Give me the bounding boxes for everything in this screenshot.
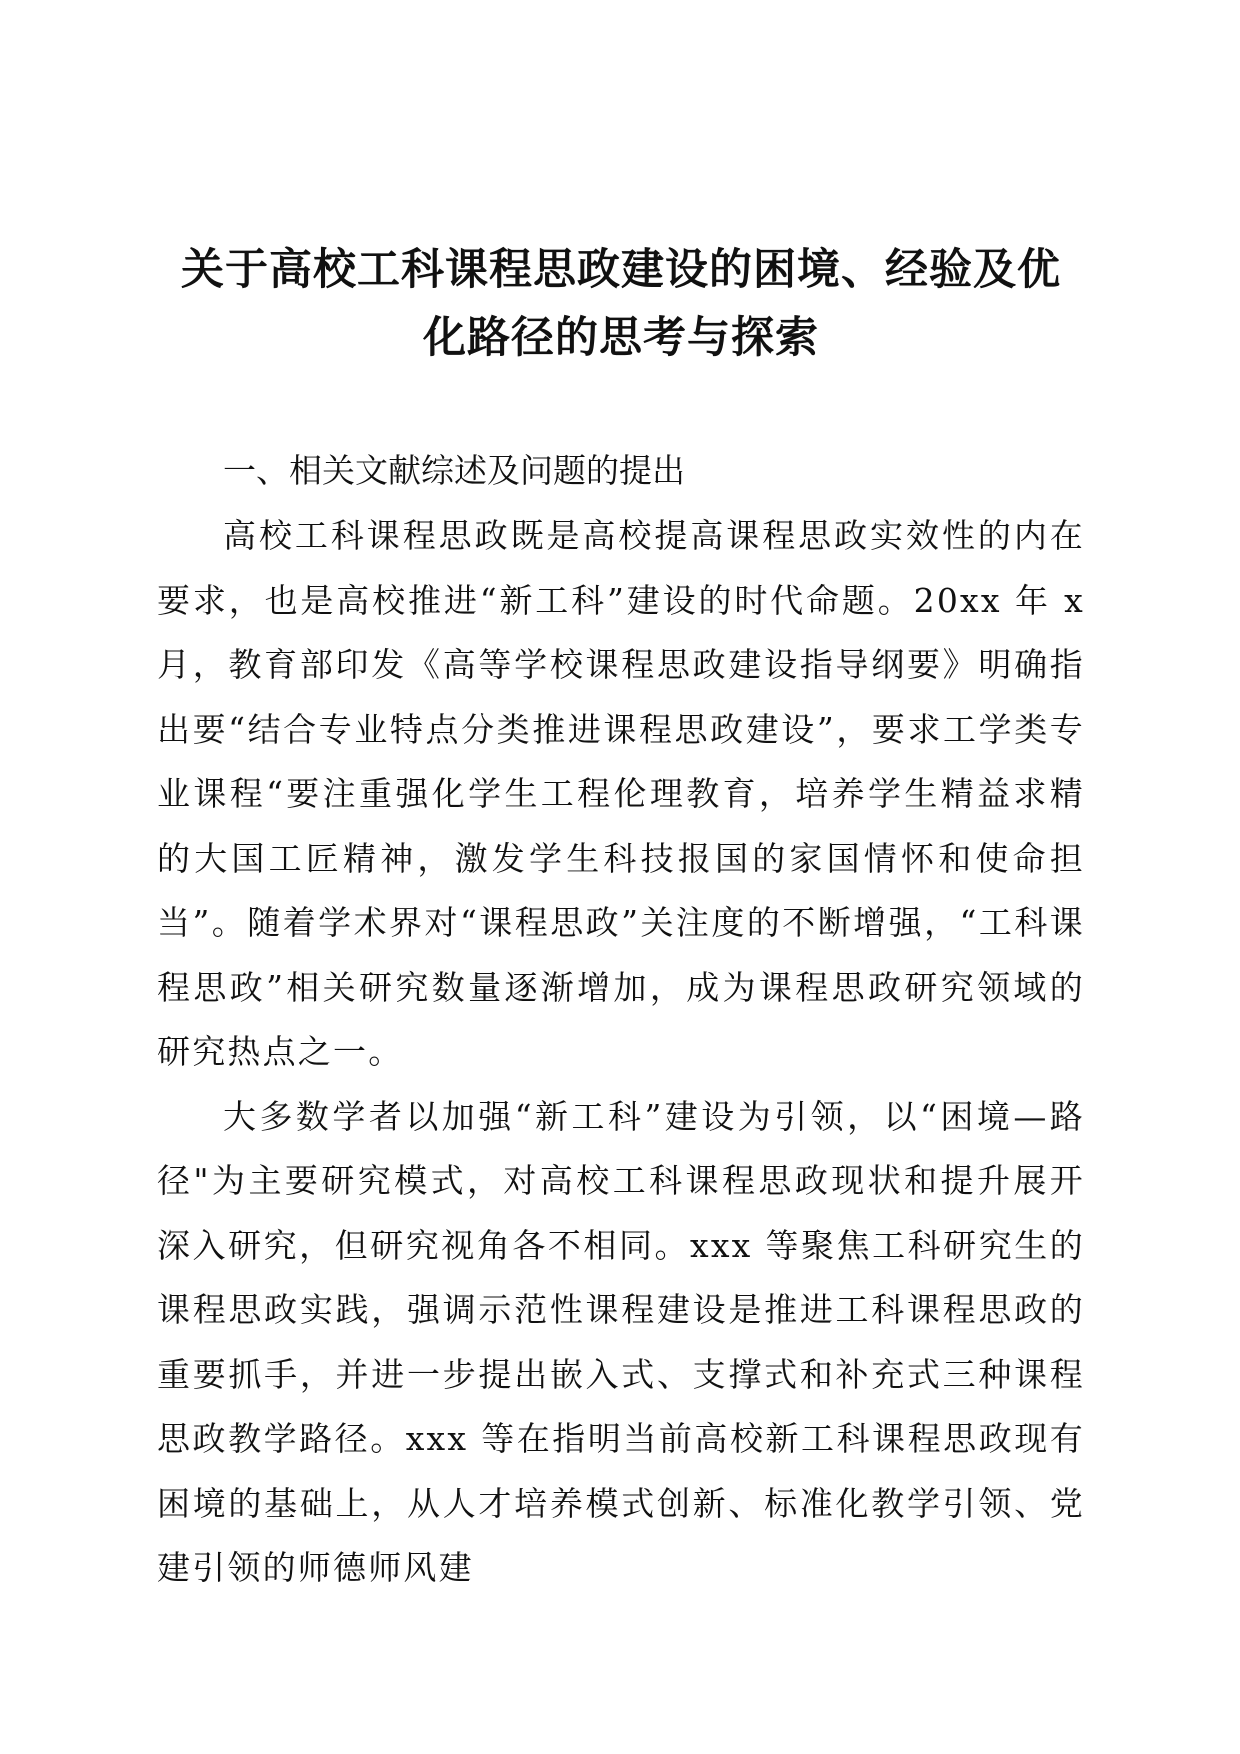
document-title [157,236,1085,372]
section-heading: 一、相关文献综述及问题的提出 [223,451,685,490]
body-paragraph-2: 大多数学者以加强“新工科”建设为引领，以“困境—路径"为主要研究模式，对高校工科课程思政现状和提升展开深入研究，但研究视角各不相同。xxx 等聚焦工科研究生的课程思政实践，强调示范性课程建设是推进工科课程思政的重要抓手，并进一步提出嵌入式、支撑式和补充式三种课程思政教学路径。xxx 等在指明当前高校新工科课程思政现有困境的基础上，从人才培养模式创新、标准化教学引领、党建引领的师德师风建 [157,1096,1085,1587]
document-body [157,236,1085,1601]
body-paragraph-1: 高校工科课程思政既是高校提高课程思政实效性的内在要求，也是高校推进“新工科”建设的时代命题。20xx 年 x 月，教育部印发《高等学校课程思政建设指导纲要》明确指出要“结合专业特点分类推进课程思政建设”，要求工学类专业课程“要注重强化学生工程伦理教育，培养学生精益求精的大国工匠精神，激发学生科技报国的家国情怀和使命担当”。随着学术界对“课程思政”关注度的不断增强，“工科课程思政”相关研究数量逐渐增加，成为课程思政研究领域的研究热点之一。 [157,516,1085,1071]
document-title-line-1: 关于高校工科课程思政建设的困境、经验及优 [181,245,1061,295]
document-title-line-2: 化路径的思考与探索 [423,313,819,363]
